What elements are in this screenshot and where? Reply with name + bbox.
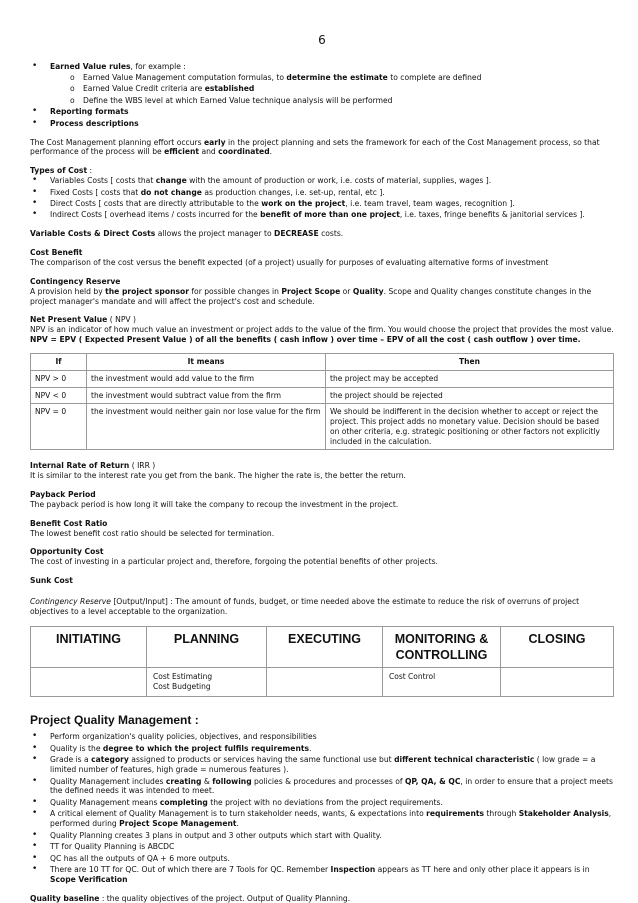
quality-baseline: Quality baseline : the quality objectives of the project. Output of Quality Planning. (30, 893, 351, 903)
table-row: NPV > 0 the investment would add value to the firm the project may be accepted (31, 370, 614, 387)
list-item: • Earned Value rules, for example : o Earned Value Management computation formulas, to determine the estimate to complete are defined o Earned Value Credit criteria are established o Define the WBS level at which Earned Value technique analysis will be performed (30, 62, 614, 106)
process-group-table (30, 626, 614, 697)
npv-formula: NPV = EPV ( Expected Present Value ) of all the benefits ( cash inflow ) over time – EPV of all the cost ( cash outflow ) over time. (30, 335, 581, 345)
sunk-section (30, 576, 614, 586)
table-header-row: If It means Then (31, 354, 614, 371)
section-heading: Opportunity Cost (30, 547, 104, 557)
list-item: • QC has all the outputs of QA + 6 more outputs. (30, 854, 614, 864)
payback-section: Payback Period The payback period is how long it will take the company to recoup the investment in the project. (30, 490, 614, 510)
cost-types-list (30, 176, 614, 220)
table-header-row: INITIATING PLANNING EXECUTING MONITORING & CONTROLLING CLOSING (31, 626, 614, 668)
cost-mgmt-paragraph: The Cost Management planning effort occurs early in the project planning and sets the framework for each of the Cost Management process, so that performance of the process will be efficient and coordinated. (30, 137, 600, 157)
bcr-section: Benefit Cost Ratio The lowest benefit cost ratio should be selected for termination. (30, 519, 614, 539)
types-of-cost-section: Types of Cost : • Variables Costs [ costs that change with the amount of production or work, i.e. costs of material, supplies, wages ]. • Fixed Costs [ costs that do not change as production changes, i.e. set-up, rental, etc ]. • Direct Costs [ costs that are directly attributable to the work on the project, i.e. team travel, team wages, recognition ]. • Indirect Costs [ overhead items / costs incurred for the benefit of more than one project, i.e. taxes, fringe benefits & janitorial services ]. (30, 166, 614, 220)
quality-list (30, 732, 614, 884)
section-heading: Internal Rate of Return (30, 461, 130, 471)
contingency-section: Contingency Reserve A provision held by the project sponsor for possible changes in Project Scope or Quality. Scope and Quality changes constitute changes in the project manager's mandate and will affect the project's cost and schedule. (30, 277, 614, 307)
list-item: • Quality Management includes creating & following policies & procedures and processes of QP, QA, & QC, in order to ensure that a project meets the defined needs it was intended to meet. (30, 777, 614, 797)
page-number: 6 (318, 33, 326, 47)
list-item: • Reporting formats (30, 107, 614, 117)
list-item: • Grade is a category assigned to products or services having the same functional use but different technical characteristic ( low grade = a limited number of features, high grade = numerous features ). (30, 755, 614, 775)
list-item: • Variables Costs [ costs that change with the amount of production or work, i.e. costs of material, supplies, wages ]. (30, 176, 614, 186)
list-item: • Quality is the degree to which the project fulfils requirements. (30, 744, 614, 754)
list-item: o Define the WBS level at which Earned Value technique analysis will be performed (68, 96, 614, 106)
section-heading: Net Present Value (30, 315, 108, 325)
list-item: • There are 10 TT for QC. Out of which there are 7 Tools for QC. Remember Inspection appears as TT here and only other place it appears is in Scope Verification (30, 865, 614, 885)
section-heading: Sunk Cost (30, 576, 73, 586)
quality-management-title: Project Quality Management : (30, 712, 199, 727)
list-item: • Indirect Costs [ overhead items / costs incurred for the benefit of more than one project, i.e. taxes, fringe benefits & janitorial services ]. (30, 210, 614, 220)
list-item: • Process descriptions (30, 119, 614, 129)
table-row: NPV = 0 the investment would neither gain nor lose value for the firm We should be indifferent in the decision whether to accept or reject the project. This project adds no monetary value. Decision should be based on other criteria, e.g. strategic positioning or other factors not explicitly included in the calculation. (31, 404, 614, 450)
table-row: NPV < 0 the investment would subtract value from the firm the project should be rejected (31, 387, 614, 404)
list-item: • Direct Costs [ costs that are directly attributable to the work on the project, i.e. team travel, team wages, recognition ]. (30, 199, 614, 209)
list-item: o Earned Value Management computation formulas, to determine the estimate to complete are defined (68, 73, 614, 83)
list-item: • Quality Planning creates 3 plans in output and 3 other outputs which start with Quality. (30, 831, 614, 841)
section-heading: Types of Cost (30, 166, 88, 176)
contingency-definition: Contingency Reserve [Output/Input] : The amount of funds, budget, or time needed above the estimate to reduce the risk of overruns of project objectives to a level acceptable to the organization. (30, 597, 580, 616)
cost-benefit-section: Cost Benefit The comparison of the cost versus the benefit expected (of a project) usually for purposes of evaluating alternative forms of investment (30, 248, 614, 268)
evm-list (30, 62, 614, 129)
npv-section: Net Present Value ( NPV ) NPV is an indicator of how much value an investment or project adds to the value of the firm. You would choose the project that provides the most value. NPV = EPV ( Expected Present Value ) of all the benefits ( cash inflow ) over time – EPV of all the cost ( cash outflow ) over time. If It means Then NPV > 0 the investment would add value to the firm the project may be accepted NPV < 0 the investment would subtract value from the firm the project should be rejected NPV = 0 the investment would neither gain nor lose value for the firm We should be indifferent in the decision whether to accept or reject the project. This project adds no monetary value. Decision should be based on other criteria, e.g. strategic positioning or other factors not explicitly included in the calculation. (30, 315, 614, 450)
table-row: Cost Estimating Cost Budgeting Cost Control (31, 668, 614, 697)
section-heading: Payback Period (30, 490, 96, 500)
list-item: • Quality Management means completing the project with no deviations from the project requirements. (30, 798, 614, 808)
section-heading: Benefit Cost Ratio (30, 518, 108, 528)
list-item: • TT for Quality Planning is ABCDC (30, 842, 614, 852)
opportunity-section: Opportunity Cost The cost of investing in a particular project and, therefore, forgoing the potential benefits of other projects. (30, 547, 614, 567)
irr-section: Internal Rate of Return ( IRR ) It is similar to the interest rate you get from the bank. The higher the rate is, the better the return. (30, 461, 406, 481)
variable-direct-paragraph: Variable Costs & Direct Costs allows the project manager to DECREASE costs. (30, 229, 344, 239)
list-item: • Perform organization's quality policies, objectives, and responsibilities (30, 732, 614, 742)
section-heading: Cost Benefit (30, 248, 83, 258)
list-item: • Fixed Costs [ costs that do not change as production changes, i.e. set-up, rental, etc ]. (30, 188, 614, 198)
section-heading: Contingency Reserve (30, 276, 121, 286)
list-item: o Earned Value Credit criteria are established (68, 84, 614, 94)
document-page (30, 0, 614, 903)
list-item: • A critical element of Quality Management is to turn stakeholder needs, wants, & expectations into requirements through Stakeholder Analysis, performed during Project Scope Management. (30, 809, 614, 829)
npv-table (30, 353, 614, 450)
evm-sub-list (68, 73, 614, 106)
